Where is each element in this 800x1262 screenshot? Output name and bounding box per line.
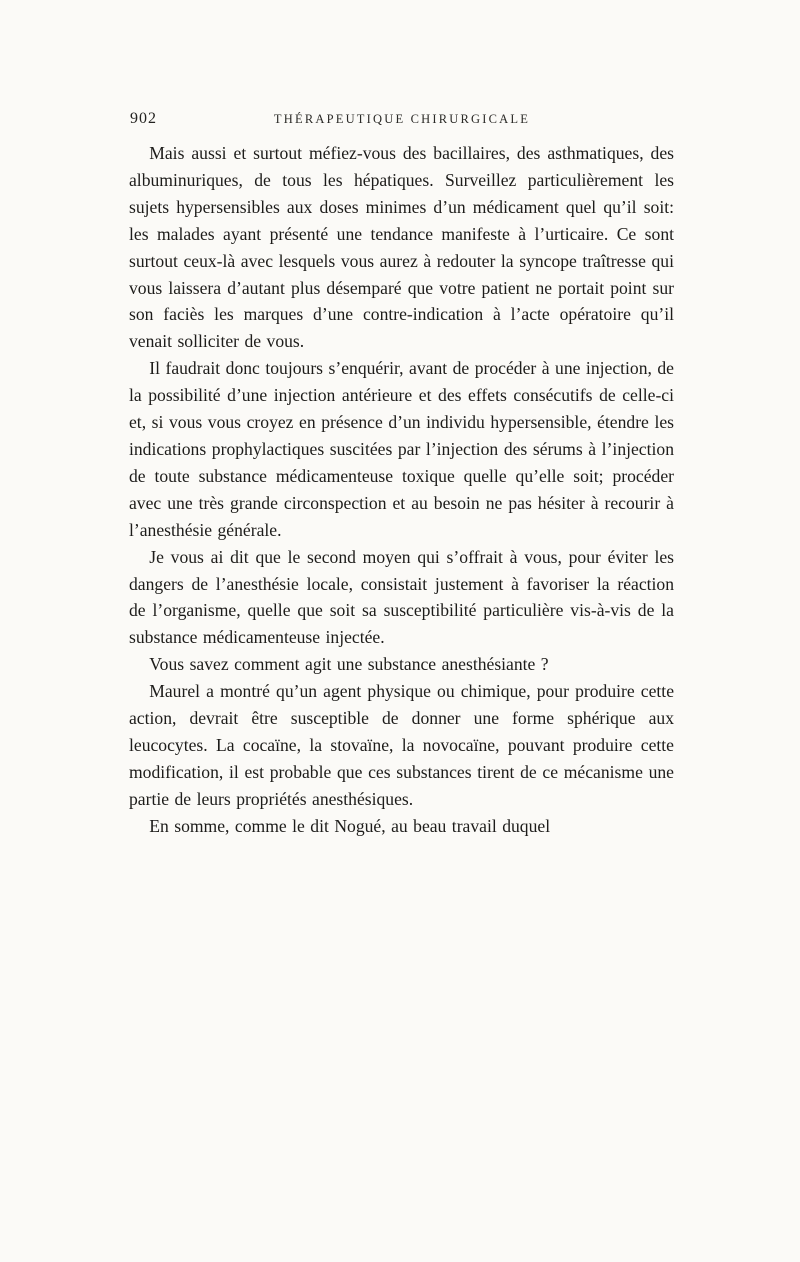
paragraph: Maurel a montré qu’un agent physique ou chimique, pour produire cette action, devrait être susceptible de donner une forme sphérique aux leucocytes. La cocaïne, la stovaïne, la novocaïne, pouvant produire cette modification, il est probable que ces substances tirent de ce mécanisme une partie de leurs propriétés anesthésiques. xyxy=(129,681,674,809)
paragraph: En somme, comme le dit Nogué, au beau travail duquel xyxy=(149,815,551,836)
paragraph: Je vous ai dit que le second moyen qui s’offrait à vous, pour éviter les dangers de l’anesthésie locale, consistait justement à favoriser la réaction de l’organisme, quelle que soit sa susceptibilité particulière vis-à-vis de la substance médicamenteuse injectée. xyxy=(129,546,674,648)
paragraph: Mais aussi et surtout méfiez-vous des bacillaires, des asthmatiques, des albuminuriques, de tous les hépatiques. Surveillez particulièrement les sujets hypersensibles aux doses minimes d’un médicament quel qu’il soit: les malades ayant présenté une tendance manifeste à l’urticaire. Ce sont surtout ceux-là avec lesquels vous aurez à redouter la syncope traîtresse qui vous laissera d’autant plus désemparé que votre patient ne portait point sur son faciès les marques d’une contre-indication à l’acte opératoire qu’il venait solliciter de vous. xyxy=(129,143,674,352)
paragraph: Il faudrait donc toujours s’enquérir, avant de procéder à une injection, de la possibilité d’une injection antérieure et des effets consécutifs de celle-ci et, si vous vous croyez en présence d’un individu hypersensible, étendre les indications prophylactiques suscitées par l’injection des sérums à l’injection de toute substance médicamenteuse toxique quelle qu’elle soit; procéder avec une très grande circonspection et au besoin ne pas hésiter à recourir à l’anesthésie générale. xyxy=(129,358,674,540)
running-title: THÉRAPEUTIQUE CHIRURGICALE xyxy=(273,112,531,126)
body-text xyxy=(129,140,674,840)
paragraph: Vous savez comment agit une substance anesthésiante ? xyxy=(149,654,549,675)
page-number: 902 xyxy=(130,110,157,127)
running-header xyxy=(130,110,674,132)
